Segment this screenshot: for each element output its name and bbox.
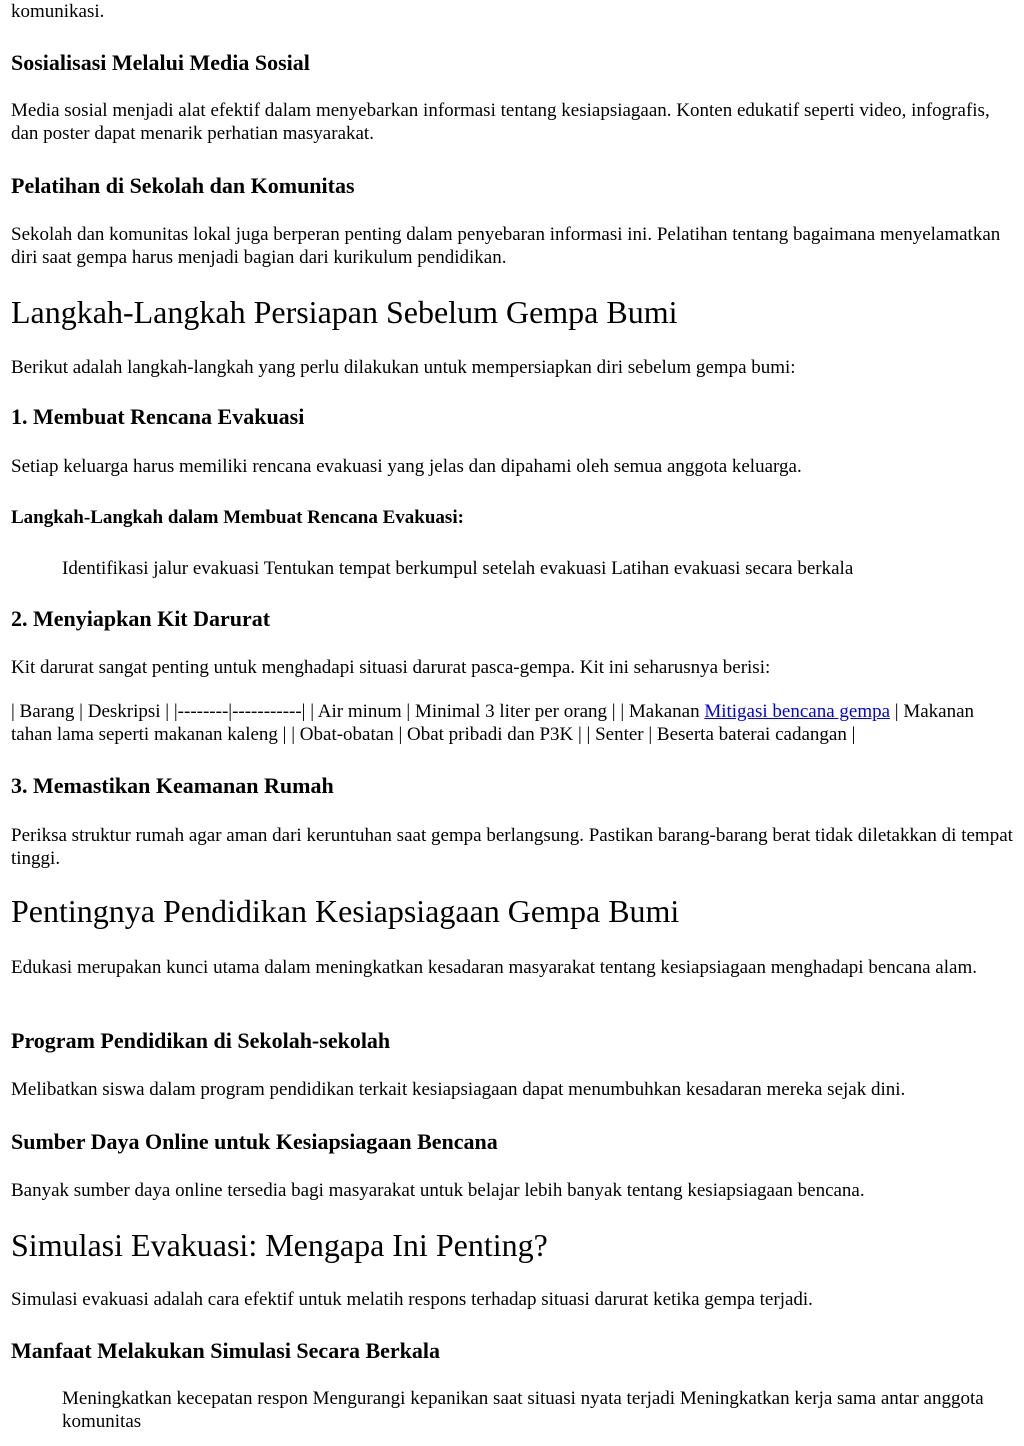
paragraph-pendidikan-intro: Edukasi merupakan kunci utama dalam meningkatkan kesadaran masyarakat tentang kesiapsiagaan menghadapi bencana alam. (11, 957, 977, 978)
heading-pelatihan: Pelatihan di Sekolah dan Komunitas (11, 173, 355, 198)
table-text-after-link: | Makanan tahan lama seperti makanan kaleng | | Obat-obatan | Obat pribadi dan P3K | | Senter | Beserta baterai cadangan | (11, 701, 975, 745)
paragraph-step2: Kit darurat sangat penting untuk menghadapi situasi darurat pasca-gempa. Kit ini seharusnya berisi: (11, 657, 771, 678)
heading-sosialisasi-media-sosial: Sosialisasi Melalui Media Sosial (11, 50, 310, 75)
heading-program-pendidikan: Program Pendidikan di Sekolah-sekolah (11, 1028, 391, 1053)
heading-pendidikan-kesiapsiagaan: Pentingnya Pendidikan Kesiapsiagaan Gempa Bumi (11, 893, 680, 929)
list-manfaat-simulasi: Meningkatkan kecepatan respon Mengurangi kepanikan saat situasi nyata terjadi Meningkatkan kerja sama antar anggota komunitas (62, 1388, 984, 1432)
heading-sumber-daya-online: Sumber Daya Online untuk Kesiapsiagaan Bencana (11, 1129, 498, 1154)
paragraph-step1: Setiap keluarga harus memiliki rencana evakuasi yang jelas dan dipahami oleh semua anggota keluarga. (11, 456, 802, 477)
heading-step1-rencana-evakuasi: 1. Membuat Rencana Evakuasi (11, 404, 305, 429)
paragraph-program-pendidikan: Melibatkan siswa dalam program pendidikan terkait kesiapsiagaan dapat menumbuhkan kesadaran mereka sejak dini. (11, 1079, 906, 1100)
paragraph-pelatihan: Sekolah dan komunitas lokal juga berperan penting dalam penyebaran informasi ini. Pelatihan tentang bagaimana menyelamatkan diri saat gempa harus menjadi bagian dari kurikulum pendidikan. (11, 224, 1001, 268)
paragraph-sumber-daya-online: Banyak sumber daya online tersedia bagi masyarakat untuk belajar lebih banyak tentang kesiapsiagaan bencana. (11, 1180, 865, 1201)
mitigasi-bencana-gempa-link[interactable]: Mitigasi bencana gempa (704, 701, 891, 722)
paragraph-langkah-intro: Berikut adalah langkah-langkah yang perlu dilakukan untuk mempersiapkan diri sebelum gempa bumi: (11, 357, 796, 378)
heading-manfaat-simulasi: Manfaat Melakukan Simulasi Secara Berkala (11, 1338, 441, 1363)
subheading-step1-langkah: Langkah-Langkah dalam Membuat Rencana Evakuasi: (11, 507, 464, 528)
heading-step2-kit-darurat: 2. Menyiapkan Kit Darurat (11, 606, 271, 631)
kit-darurat-table-text (11, 700, 1013, 746)
paragraph-simulasi-intro: Simulasi evakuasi adalah cara efektif untuk melatih respons terhadap situasi darurat ketika gempa terjadi. (11, 1289, 813, 1310)
paragraph-sosialisasi-media-sosial: Media sosial menjadi alat efektif dalam menyebarkan informasi tentang kesiapsiagaan. Konten edukatif seperti video, infografis, dan poster dapat menarik perhatian masyarakat. (11, 100, 990, 144)
heading-step3-keamanan-rumah: 3. Memastikan Keamanan Rumah (11, 773, 334, 798)
heading-langkah-persiapan: Langkah-Langkah Persiapan Sebelum Gempa Bumi (11, 294, 678, 330)
list-step1-evakuasi: Identifikasi jalur evakuasi Tentukan tempat berkumpul setelah evakuasi Latihan evakuasi secara berkala (62, 558, 854, 579)
table-text-before-link: | Barang | Deskripsi | |--------|-----------| | Air minum | Minimal 3 liter per orang | | Makanan (11, 701, 705, 722)
heading-simulasi-evakuasi: Simulasi Evakuasi: Mengapa Ini Penting? (11, 1227, 548, 1263)
paragraph-step3: Periksa struktur rumah agar aman dari keruntuhan saat gempa berlangsung. Pastikan barang-barang berat tidak diletakkan di tempat tinggi. (11, 825, 1013, 869)
intro-tail-text: komunikasi. (11, 1, 105, 22)
